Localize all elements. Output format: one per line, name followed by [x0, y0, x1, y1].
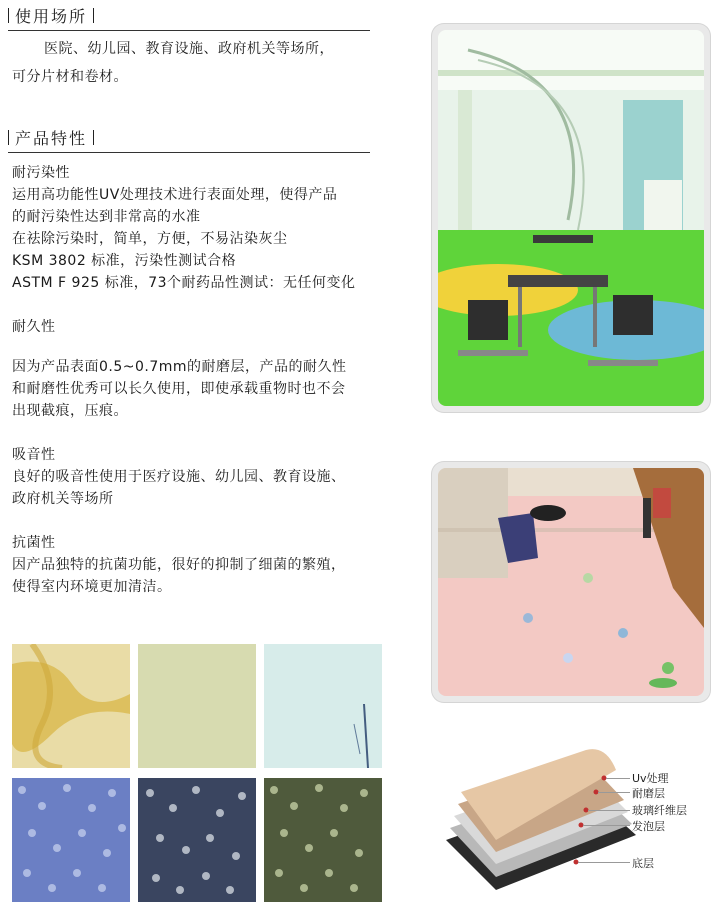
antibacterial-line: 使得室内环境更加清洁。 [12, 579, 172, 595]
stain-line: 的耐污染性达到非常高的水准 [12, 209, 201, 225]
usage-section-header [8, 4, 370, 31]
durability-line: 出现截痕，压痕。 [12, 403, 128, 419]
stain-line: 在祛除污染时，简单，方便，不易沾染灰尘 [12, 231, 288, 247]
usage-paragraph [12, 38, 382, 88]
stain-heading: 耐污染性 [12, 165, 70, 181]
acoustic-line: 良好的吸音性使用于医疗设施、幼儿园、教育设施、 [12, 469, 346, 485]
layer-label-base: 底层 [632, 857, 654, 870]
green-floor-photo [438, 30, 704, 406]
swatch-mint-marble [264, 644, 382, 768]
layer-label-fiberglass: 玻璃纤维层 [632, 804, 687, 817]
layer-leader [583, 825, 630, 826]
swatch-navy-carpet [138, 778, 256, 902]
durability-line: 和耐磨性优秀可以长久使用，即使承载重物时也不会 [12, 381, 346, 397]
stain-line: ASTM F 925 标准，73个耐药品性测试：无任何变化 [12, 275, 356, 291]
acoustic-line: 政府机关等场所 [12, 491, 114, 507]
green-floor-photo-frame [432, 24, 710, 412]
stain-line: 运用高功能性UV处理技术进行表面处理，使得产品 [12, 187, 338, 203]
swatch-blue-carpet [12, 778, 130, 902]
features-section-header [8, 126, 370, 153]
usage-line: 医院、幼儿园、教育设施、政府机关等场所， [44, 41, 334, 57]
swatch-green-carpet [264, 778, 382, 902]
layer-leader [606, 778, 630, 779]
antibacterial-block [12, 532, 382, 598]
acoustic-heading: 吸音性 [12, 447, 56, 463]
features-title: 产品特性 [15, 129, 88, 148]
title-bar-left [8, 8, 9, 23]
antibacterial-heading: 抗菌性 [12, 535, 56, 551]
durability-line: 因为产品表面0.5~0.7mm的耐磨层，产品的耐久性 [12, 359, 347, 375]
antibacterial-line: 因产品独特的抗菌功能，很好的抑制了细菌的繁殖， [12, 557, 346, 573]
layer-label-uv: Uv处理 [632, 772, 669, 785]
layer-label-wear: 耐磨层 [632, 787, 665, 800]
title-bar-right [93, 8, 94, 23]
pink-floor-photo-frame [432, 462, 710, 702]
durability-block [12, 316, 382, 422]
stain-resistance-block [12, 162, 382, 294]
title-bar-left [8, 130, 9, 145]
stain-line: KSM 3802 标准，污染性测试合格 [12, 253, 237, 269]
pink-floor-photo [438, 468, 704, 696]
swatch-beige-speckle [138, 644, 256, 768]
layer-leader [588, 810, 630, 811]
layer-stack-illustration [436, 740, 646, 900]
usage-title: 使用场所 [15, 7, 88, 26]
title-bar-right [93, 130, 94, 145]
swatch-marble-yellow [12, 644, 130, 768]
layer-structure-diagram [436, 740, 716, 900]
layer-label-foam: 发泡层 [632, 820, 665, 833]
layer-leader [598, 792, 630, 793]
durability-heading: 耐久性 [12, 319, 56, 335]
layer-leader [578, 862, 630, 863]
usage-line: 可分片材和卷材。 [12, 69, 128, 85]
acoustic-block [12, 444, 382, 510]
